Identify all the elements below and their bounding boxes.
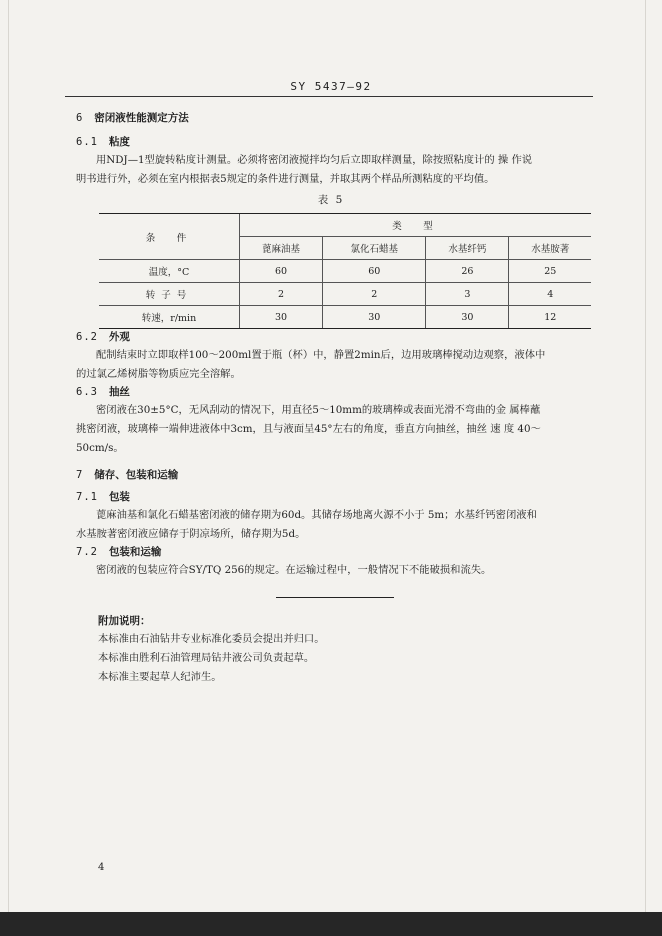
section-6-1-body	[76, 151, 532, 189]
section-7-1-heading	[76, 490, 130, 504]
separator-rule	[276, 597, 394, 598]
table-cell: 30	[323, 306, 426, 329]
section-number: 6.1	[76, 136, 98, 148]
type-col-header: 水基纤钙	[426, 237, 509, 260]
paragraph-line: 用NDJ—1型旋转粘度计测量。必须将密闭液搅拌均匀后立即取样测量，除按照粘度计的 操 作说	[96, 154, 533, 166]
table-cell: 26	[426, 260, 509, 283]
paragraph-line: 的过氯乙烯树脂等物质应完全溶解。	[76, 368, 241, 380]
note-line: 本标准主要起草人纪沛生。	[98, 671, 222, 683]
paragraph-line: 水基胺著密闭液应储存于阴凉场所，储存期为5d。	[76, 528, 306, 540]
type-col-header: 蓖麻油基	[240, 237, 323, 260]
type-col-header: 氯化石蜡基	[323, 237, 426, 260]
paragraph-line: 明书进行外，必须在室内根据表5规定的条件进行测量，并取其两个样品所测粘度的平均值。	[76, 173, 495, 185]
notes-title: 附加说明：	[98, 615, 151, 627]
table-cell: 2	[323, 283, 426, 306]
row-label: 温度，°C	[99, 260, 240, 283]
section-6-heading	[76, 111, 189, 125]
section-6-3-body	[76, 401, 541, 458]
scan-edge-left	[8, 0, 9, 912]
paragraph-line: 密闭液的包装应符合SY/TQ 256的规定。在运输过程中，一般情况下不能破损和流失。	[96, 564, 492, 576]
section-7-heading	[76, 468, 178, 482]
section-number: 7.1	[76, 491, 98, 503]
section-title: 包装	[108, 491, 130, 503]
type-header-cell: 类 型	[240, 214, 592, 237]
paragraph-line: 配制结束时立即取样100～200ml置于瓶（杯）中，静置2min后，边用玻璃棒搅动边观察，液体中	[96, 349, 546, 361]
section-number: 7	[76, 469, 84, 481]
section-title: 储存、包装和运输	[94, 469, 179, 481]
paragraph-line: 挑密闭液，玻璃棒一端伸进液体中3cm，且与液面呈45°左右的角度，垂直方向抽丝，抽丝 速 度 40～	[76, 423, 541, 435]
notes-body	[98, 630, 325, 687]
scan-bottom-edge	[0, 912, 662, 936]
section-6-1-heading	[76, 135, 130, 149]
page-number: 4	[98, 862, 105, 873]
section-7-2-heading	[76, 545, 161, 559]
table-cell: 12	[509, 306, 591, 329]
section-number: 6	[76, 112, 84, 124]
section-number: 7.2	[76, 546, 98, 558]
table-cell: 25	[509, 260, 591, 283]
table-row	[99, 306, 591, 329]
section-title: 外观	[108, 331, 130, 343]
table-5-caption: 表 5	[317, 194, 345, 206]
note-line: 本标准由胜利石油管理局钻井液公司负责起草。	[98, 652, 315, 664]
row-label: 转速，r/min	[99, 306, 240, 329]
type-col-header: 水基胺著	[509, 237, 591, 260]
table-row	[99, 260, 591, 283]
section-7-1-body	[76, 506, 537, 544]
table-cell: 4	[509, 283, 591, 306]
paragraph-line: 蓖麻油基和氯化石蜡基密闭液的储存期为60d。其储存场地离火源不小于 5m；水基纤钙密闭液和	[96, 509, 537, 521]
table-cell: 3	[426, 283, 509, 306]
section-title: 密闭液性能测定方法	[94, 112, 189, 124]
header-rule	[65, 96, 593, 97]
paragraph-line: 密闭液在30±5°C，无风刮动的情况下，用直径5～10mm的玻璃棒或表面光滑不弯曲的金 属棒蘸	[96, 404, 541, 416]
row-label: 转子号	[99, 283, 240, 306]
table-cell: 60	[240, 260, 323, 283]
section-6-2-heading	[76, 330, 130, 344]
paragraph-line: 50cm/s。	[76, 442, 124, 454]
section-number: 6.2	[76, 331, 98, 343]
section-title: 抽丝	[108, 386, 130, 398]
table-cell: 30	[240, 306, 323, 329]
section-6-2-body	[76, 346, 545, 384]
section-7-2-body	[76, 561, 491, 580]
note-line: 本标准由石油钻井专业标准化委员会提出并归口。	[98, 633, 325, 645]
table-cell: 2	[240, 283, 323, 306]
table-header-row	[99, 214, 591, 237]
table-cell: 30	[426, 306, 509, 329]
section-6-3-heading	[76, 385, 130, 399]
section-number: 6.3	[76, 386, 98, 398]
table-cell: 60	[323, 260, 426, 283]
condition-header-cell: 条 件	[99, 214, 240, 260]
scan-edge-right	[645, 0, 646, 912]
table-5	[99, 213, 591, 329]
standard-code-header: SY 5437—92	[290, 80, 372, 93]
table-row	[99, 283, 591, 306]
section-title: 包装和运输	[108, 546, 162, 558]
section-title: 粘度	[108, 136, 130, 148]
